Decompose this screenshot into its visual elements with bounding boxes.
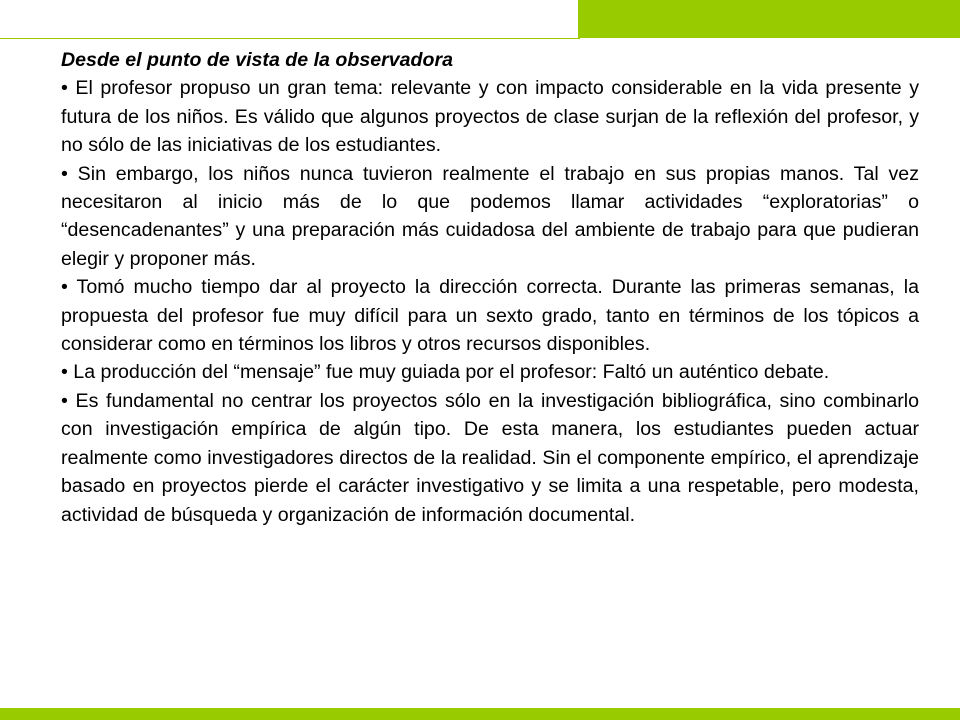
slide-heading: Desde el punto de vista de la observadora bbox=[61, 49, 453, 71]
bottom-accent-bar bbox=[0, 708, 960, 720]
bullet-item-2: • Sin embargo, los niños nunca tuvieron realmente el trabajo en sus propias manos. Tal vez necesitaron al inicio más de lo que podemos llamar actividades “exploratorias” o “desencadenantes” y una preparación más cuidadosa del ambiente de trabajo para que pudieran elegir y proponer más. bbox=[61, 162, 919, 270]
top-divider-line bbox=[0, 38, 580, 39]
bullet-item-5: • Es fundamental no centrar los proyectos sólo en la investigación bibliográfica, sino combinarlo con investigación empírica de algún tipo. De esta manera, los estudiantes pueden actuar realmente como investigadores directos de la realidad. Sin el componente empírico, el aprendizaje basado en proyectos pierde el carácter investigativo y se limita a una respetable, pero modesta, actividad de búsqueda y organización de información documental. bbox=[61, 389, 919, 526]
bullet-item-3: • Tomó mucho tiempo dar al proyecto la dirección correcta. Durante las primeras semanas, la propuesta del profesor fue muy difícil para un sexto grado, tanto en términos de los tópicos a considerar como en términos los libros y otros recursos disponibles. bbox=[61, 276, 919, 356]
slide-content bbox=[61, 46, 919, 529]
top-accent-bar bbox=[578, 0, 960, 38]
bullet-item-1: • El profesor propuso un gran tema: relevante y con impacto considerable en la vida presente y futura de los niños. Es válido que algunos proyectos de clase surjan de la reflexión del profesor, y no sólo de las iniciativas de los estudiantes. bbox=[61, 77, 919, 157]
bullet-item-4: • La producción del “mensaje” fue muy guiada por el profesor: Faltó un auténtico debate. bbox=[61, 361, 830, 384]
